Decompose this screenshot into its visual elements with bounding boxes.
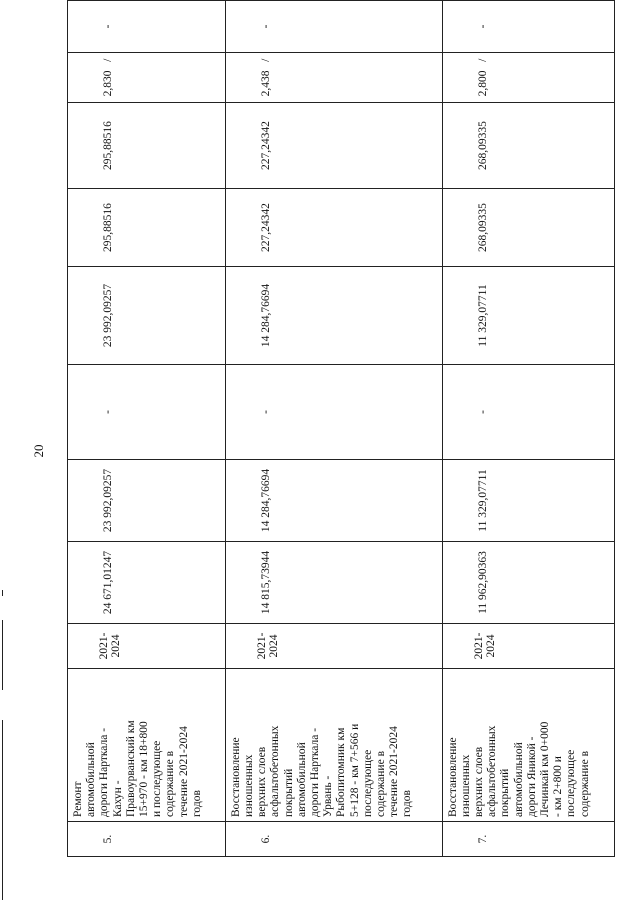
year-cell [68, 0, 226, 1]
year-cell [442, 0, 615, 1]
length-cell [225, 53, 442, 103]
length-value: 2,830 [102, 70, 114, 97]
cost-cell: - [68, 365, 226, 460]
slash-mark: / [476, 58, 489, 62]
cost-cell: 268,09335 [442, 189, 615, 267]
program-table [67, 0, 615, 857]
length-value: 2,800 [476, 70, 489, 97]
object-name: Ремонт автомобильной дороги Нарткала - Кахун - Правоурванский км 15+970 - км 18+800 и последующее содержание в течение 2021-2024 годов [68, 669, 226, 822]
object-name: Восстановление изношенных верхних слоев асфальтобетонных покрытий автомобильной дороги Яникой - Лечинкай км 0+000 - км 2+800 и последующее содержание в [442, 669, 615, 822]
period-cell: 2021- 2024 [442, 624, 615, 669]
cost-cell: 23 992,09257 [68, 460, 226, 542]
page-number: 20 [31, 444, 46, 458]
cost-cell: 14 284,76694 [225, 267, 442, 365]
row-number: 7. [442, 822, 615, 857]
row-number: 5. [68, 822, 226, 857]
table-row [442, 0, 615, 857]
length-cell [442, 53, 615, 103]
scan-edge-mark [2, 620, 3, 690]
table-row [225, 0, 442, 857]
cost-cell: 295,88516 [68, 189, 226, 267]
scan-edge-mark [2, 590, 3, 596]
cost-cell: 268,09335 [442, 103, 615, 189]
dash-cell: - [442, 1, 615, 53]
object-name: Восстановление изношенных верхних слоев асфальтобетонных покрытий автомобильной дороги Нарткала - Урвань - Рыбопитомник км 5+128 - км 7+566 и последующее содержание в течение 2021-2024 годов [225, 669, 442, 822]
table-row [68, 0, 226, 857]
dash-cell: - [68, 1, 226, 53]
cost-cell: 227,24342 [225, 189, 442, 267]
scan-edge-mark [2, 720, 3, 900]
year-cell [225, 0, 442, 1]
period-cell: 2021- 2024 [225, 624, 442, 669]
cost-cell: 227,24342 [225, 103, 442, 189]
slash-mark: / [102, 58, 114, 62]
cost-cell: 14 284,76694 [225, 460, 442, 542]
cost-cell: 295,88516 [68, 103, 226, 189]
cost-cell: 23 992,09257 [68, 267, 226, 365]
cost-cell: - [225, 365, 442, 460]
total-cost: 11 962,90363 [442, 542, 615, 624]
cost-cell: 11 329,07711 [442, 460, 615, 542]
cost-cell: 11 329,07711 [442, 267, 615, 365]
period-cell: 2021- 2024 [68, 624, 226, 669]
slash-mark: / [259, 58, 272, 62]
rotated-table-wrapper [67, 20, 615, 857]
cost-cell: - [442, 365, 615, 460]
length-cell [68, 53, 226, 103]
total-cost: 24 671,01247 [68, 542, 226, 624]
length-value: 2,438 [259, 70, 272, 97]
row-number: 6. [225, 822, 442, 857]
dash-cell: - [225, 1, 442, 53]
total-cost: 14 815,73944 [225, 542, 442, 624]
